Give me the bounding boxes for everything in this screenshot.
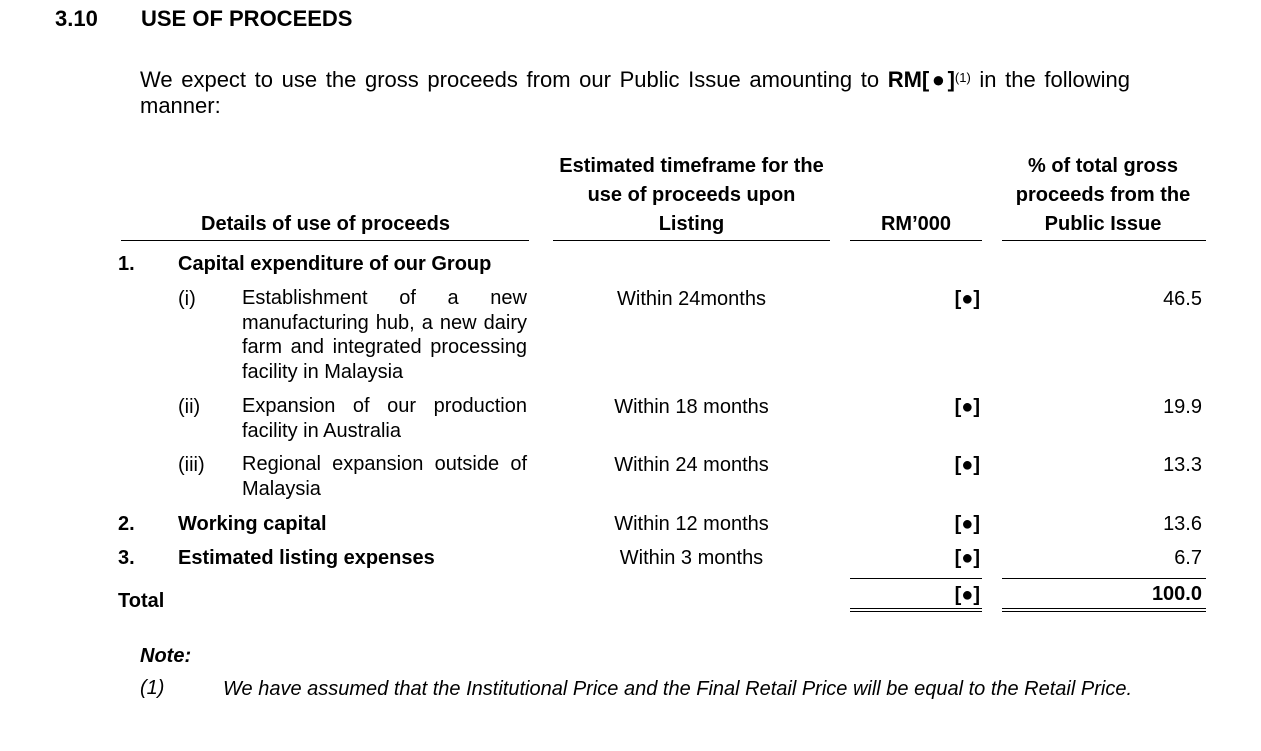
total-double-rule-rm — [850, 608, 982, 612]
header-percent: % of total gross proceeds from the Public Issue — [1015, 155, 1191, 235]
rm-cell: [●] — [954, 454, 980, 476]
row-number: 3. — [118, 547, 135, 569]
sub-item-description: Regional expansion outside of Malaysia — [242, 453, 527, 500]
row-label: Estimated listing expenses — [178, 547, 435, 569]
percent-cell: 13.6 — [1163, 513, 1202, 535]
header-rm: RM’000 — [880, 213, 952, 235]
total-double-rule-percent — [1002, 608, 1206, 612]
row-number: 2. — [118, 513, 135, 535]
intro-text: We expect to use the gross proceeds from our Public Issue amounting to — [140, 67, 880, 92]
header-rule-timeframe — [553, 240, 830, 241]
row-number: 1. — [118, 253, 135, 275]
header-rule-rm — [850, 240, 982, 241]
intro-paragraph — [140, 67, 1130, 119]
timeframe-cell: Within 3 months — [619, 547, 764, 569]
header-details: Details of use of proceeds — [201, 213, 450, 235]
sub-item-number: (iii) — [178, 454, 205, 476]
sub-item-number: (i) — [178, 288, 196, 310]
timeframe-cell: Within 24months — [617, 288, 766, 310]
total-top-rule-rm — [850, 578, 982, 579]
intro-amount: RM[●] — [887, 67, 955, 92]
header-timeframe: Estimated timeframe for the use of proceeds upon Listing — [559, 155, 824, 235]
note-number: (1) — [140, 677, 165, 699]
total-top-rule-percent — [1002, 578, 1206, 579]
timeframe-cell: Within 24 months — [614, 454, 769, 476]
timeframe-cell: Within 12 months — [614, 513, 769, 535]
percent-cell: 46.5 — [1163, 288, 1202, 310]
section-title: USE OF PROCEEDS — [141, 6, 353, 31]
rm-cell: [●] — [954, 288, 980, 310]
header-rule-details — [121, 240, 529, 241]
section-number: 3.10 — [55, 6, 98, 31]
sub-item-number: (ii) — [178, 396, 201, 418]
sub-item-description: Establishment of a new manufacturing hub, a new dairy farm and integrated processing facility in Malaysia — [242, 287, 527, 383]
rm-cell: [●] — [954, 547, 980, 569]
percent-cell: 6.7 — [1174, 547, 1202, 569]
percent-cell: 19.9 — [1163, 396, 1202, 418]
intro-footnote-ref: (1) — [954, 70, 971, 85]
total-rm: [●] — [954, 584, 980, 606]
sub-item-description: Expansion of our production facility in Australia — [242, 395, 527, 442]
total-percent: 100.0 — [1151, 583, 1202, 605]
note-text: We have assumed that the Institutional Price and the Final Retail Price will be equal to the Retail Price. — [223, 678, 1132, 700]
intro-text-end: in the following manner: — [140, 67, 1130, 118]
percent-cell: 13.3 — [1163, 454, 1202, 476]
row-label: Working capital — [178, 513, 327, 535]
rm-cell: [●] — [954, 396, 980, 418]
row-label: Capital expenditure of our Group — [178, 253, 492, 275]
timeframe-cell: Within 18 months — [614, 396, 769, 418]
rm-cell: [●] — [954, 513, 980, 535]
header-rule-percent — [1002, 240, 1206, 241]
note-heading: Note: — [140, 645, 192, 667]
total-label: Total — [118, 590, 165, 612]
